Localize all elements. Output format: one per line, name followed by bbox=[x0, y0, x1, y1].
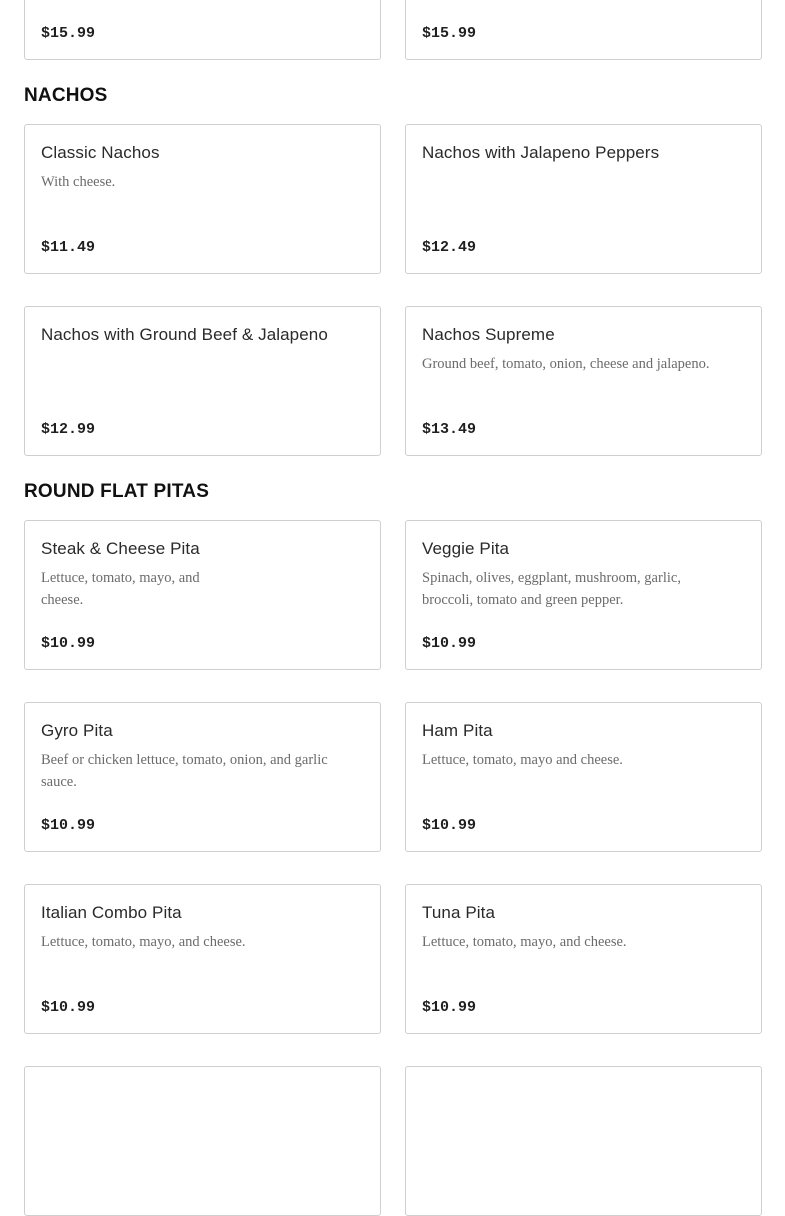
item-price: $10.99 bbox=[422, 817, 477, 834]
item-name: Veggie Pita bbox=[422, 539, 510, 558]
item-description: Ground beef, tomato, onion, cheese and jalapeno. bbox=[422, 356, 710, 372]
menu-item-card[interactable] bbox=[405, 124, 762, 274]
item-name: Tuna Pita bbox=[422, 903, 496, 922]
item-price: $13.49 bbox=[422, 421, 477, 438]
item-price: $11.49 bbox=[41, 239, 96, 256]
menu-item-card[interactable] bbox=[405, 1066, 762, 1216]
menu-item-card[interactable] bbox=[24, 884, 381, 1034]
item-description: Lettuce, tomato, mayo, and cheese. bbox=[41, 570, 200, 608]
menu-item-card[interactable] bbox=[24, 702, 381, 852]
item-name: Gyro Pita bbox=[41, 721, 113, 740]
menu-item-card[interactable] bbox=[24, 520, 381, 670]
menu-item-card[interactable] bbox=[405, 702, 762, 852]
item-price: $12.99 bbox=[41, 421, 96, 438]
menu-item-card[interactable] bbox=[24, 124, 381, 274]
item-price: $10.99 bbox=[41, 817, 96, 834]
item-price: $10.99 bbox=[41, 999, 96, 1016]
item-name: Nachos with Jalapeno Peppers bbox=[422, 143, 660, 162]
item-price: $15.99 bbox=[41, 25, 96, 42]
menu-item-card[interactable] bbox=[405, 306, 762, 456]
item-price: $12.49 bbox=[422, 239, 477, 256]
section-title-round-flat-pitas: ROUND FLAT PITAS bbox=[24, 481, 210, 502]
menu-item-card[interactable] bbox=[24, 0, 381, 60]
item-price: $15.99 bbox=[422, 25, 477, 42]
item-name: Nachos with Ground Beef & Jalapeno bbox=[41, 325, 328, 344]
item-price: $10.99 bbox=[422, 999, 477, 1016]
menu-item-card[interactable] bbox=[405, 520, 762, 670]
menu-item-card[interactable] bbox=[24, 306, 381, 456]
item-description: Lettuce, tomato, mayo and cheese. bbox=[422, 752, 623, 768]
item-price: $10.99 bbox=[422, 635, 477, 652]
menu-item-card[interactable] bbox=[405, 884, 762, 1034]
item-name: Classic Nachos bbox=[41, 143, 160, 162]
item-name: Steak & Cheese Pita bbox=[41, 539, 200, 558]
menu-item-card[interactable] bbox=[24, 1066, 381, 1216]
item-name: Nachos Supreme bbox=[422, 325, 555, 344]
section-title-nachos: NACHOS bbox=[24, 85, 108, 106]
item-price: $10.99 bbox=[41, 635, 96, 652]
menu-item-card[interactable] bbox=[405, 0, 762, 60]
item-description: Spinach, olives, eggplant, mushroom, garlic, broccoli, tomato and green pepper. bbox=[422, 570, 681, 608]
item-description: Lettuce, tomato, mayo, and cheese. bbox=[41, 934, 246, 950]
item-name: Italian Combo Pita bbox=[41, 903, 182, 922]
item-description: Beef or chicken lettuce, tomato, onion, and garlic sauce. bbox=[41, 752, 328, 790]
item-description: Lettuce, tomato, mayo, and cheese. bbox=[422, 934, 627, 950]
item-name: Ham Pita bbox=[422, 721, 493, 740]
item-description: With cheese. bbox=[41, 174, 116, 190]
